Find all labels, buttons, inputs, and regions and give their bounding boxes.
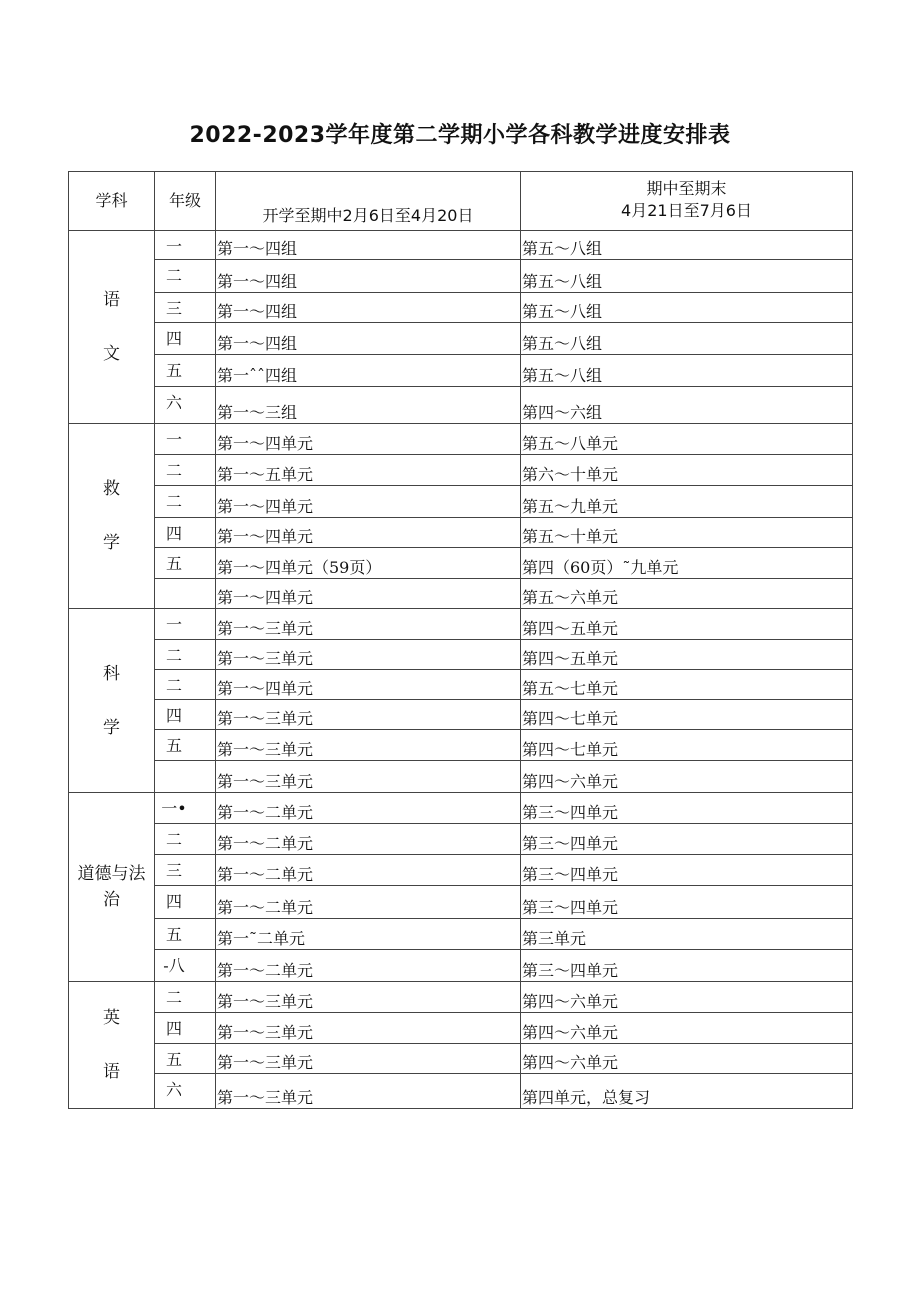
header-second-half-line2: 4月21日至7月6日 [621,201,752,220]
second-half-cell: 第四～六单元 [521,761,853,793]
header-first-half: 开学至期中2月6日至4月20日 [216,172,521,231]
table-row [69,886,853,919]
grade-cell: 六 [155,1074,216,1109]
first-half-cell: 第一˜二单元 [216,919,521,950]
first-half-cell: 第一～三单元 [216,982,521,1013]
table-row [69,424,853,455]
table-row [69,486,853,518]
first-half-cell: 第一～四单元 [216,424,521,455]
subject-label: 治 [103,890,120,910]
grade-cell [155,761,216,793]
second-half-cell: 第五～八组 [521,231,853,260]
first-half-cell: 第一～四单元（59页） [216,548,521,579]
first-half-cell: 第一～四单元 [216,486,521,518]
second-half-cell: 第五～八组 [521,355,853,387]
subject-label: 学 [103,533,120,553]
first-half-cell: 第一～三单元 [216,609,521,640]
second-half-cell: 第五～八组 [521,260,853,293]
table-row [69,231,853,260]
subject-label: 语 [103,1062,120,1082]
schedule-table [68,171,853,1109]
subject-cell [69,793,155,982]
first-half-cell: 第一～三单元 [216,761,521,793]
subject-label: 语 [103,290,120,310]
first-half-cell: 第一～四单元 [216,579,521,609]
grade-cell [155,579,216,609]
table-row [69,260,853,293]
table-row [69,1044,853,1074]
grade-cell: 四 [155,518,216,548]
grade-cell: 二 [155,982,216,1013]
grade-cell: 二 [155,486,216,518]
subject-label: 道德与法 [77,864,146,884]
second-half-cell: 第四～五单元 [521,640,853,670]
table-row [69,548,853,579]
header-second-half [521,172,853,231]
table-row [69,609,853,640]
grade-cell: 五 [155,355,216,387]
grade-cell: 二 [155,640,216,670]
second-half-cell: 第四～六单元 [521,982,853,1013]
second-half-cell: 第五～八单元 [521,424,853,455]
first-half-cell: 第一～二单元 [216,886,521,919]
first-half-cell: 第一～三单元 [216,1044,521,1074]
grade-cell: 一 [155,609,216,640]
table-row [69,793,853,824]
grade-cell: 二 [155,824,216,855]
grade-cell: 一 [155,231,216,260]
first-half-cell: 第一～五单元 [216,455,521,486]
first-half-cell: 第一～三单元 [216,1074,521,1109]
first-half-cell: 第一～二单元 [216,824,521,855]
first-half-cell: 第一～四组 [216,323,521,355]
second-half-cell: 第三～四单元 [521,793,853,824]
table-row [69,855,853,886]
table-row [69,355,853,387]
second-half-cell: 第三～四单元 [521,855,853,886]
second-half-cell: 第四～六单元 [521,1013,853,1044]
grade-cell: 一• [155,793,216,824]
table-row [69,670,853,700]
first-half-cell: 第一～三单元 [216,640,521,670]
header-row [69,172,853,231]
first-half-cell: 第一～三单元 [216,700,521,730]
first-half-cell: 第一～二单元 [216,950,521,982]
subject-label: 学 [103,717,120,738]
second-half-cell: 第三～四单元 [521,950,853,982]
grade-cell: 二 [155,260,216,293]
grade-cell: 五 [155,919,216,950]
grade-cell: 二 [155,455,216,486]
grade-cell: 三 [155,293,216,323]
second-half-cell: 第五～七单元 [521,670,853,700]
grade-cell: 三 [155,855,216,886]
grade-cell: 四 [155,323,216,355]
second-half-cell: 第四（60页）˜九单元 [521,548,853,579]
grade-cell: 五 [155,548,216,579]
subject-label: 科 [103,663,120,684]
subject-label: 救 [103,479,120,499]
first-half-cell: 第一～三单元 [216,730,521,761]
second-half-cell: 第五～十单元 [521,518,853,548]
table-row [69,455,853,486]
table-row [69,950,853,982]
grade-cell: 六 [155,387,216,424]
table-row [69,1074,853,1109]
first-half-cell: 第一～四组 [216,231,521,260]
second-half-cell: 第四～七单元 [521,700,853,730]
second-half-cell: 第六～十单元 [521,455,853,486]
table-row [69,323,853,355]
first-half-cell: 第一～四单元 [216,518,521,548]
grade-cell: 一 [155,424,216,455]
second-half-cell: 第三～四单元 [521,886,853,919]
table-row [69,761,853,793]
subject-label: 文 [103,344,120,364]
first-half-cell: 第一～三单元 [216,1013,521,1044]
page-title: 2022-2023学年度第二学期小学各科教学进度安排表 [189,123,731,148]
header-subject: 学科 [69,172,155,231]
table-row [69,919,853,950]
table-row [69,293,853,323]
table-row [69,640,853,670]
subject-cell [69,424,155,609]
table-row [69,387,853,424]
subject-label: 英 [103,1008,120,1028]
subject-cell [69,609,155,793]
table-row [69,518,853,548]
grade-cell: -八 [155,950,216,982]
grade-cell: 四 [155,700,216,730]
grade-cell: 四 [155,886,216,919]
grade-cell: 二 [155,670,216,700]
subject-cell [69,231,155,424]
table-row [69,579,853,609]
second-half-cell: 第五～八组 [521,323,853,355]
first-half-cell: 第一～二单元 [216,793,521,824]
second-half-cell: 第四单元，总复习 [521,1074,853,1109]
second-half-cell: 第四～七单元 [521,730,853,761]
second-half-cell: 第四～五单元 [521,609,853,640]
second-half-cell: 第三单元 [521,919,853,950]
header-grade: 年级 [155,172,216,231]
first-half-cell: 第一～四组 [216,260,521,293]
table-row [69,700,853,730]
table-row [69,824,853,855]
second-half-cell: 第五～六单元 [521,579,853,609]
first-half-cell: 第一～三组 [216,387,521,424]
first-half-cell: 第一～四单元 [216,670,521,700]
subject-cell [69,982,155,1109]
table-row [69,982,853,1013]
grade-cell: 四 [155,1013,216,1044]
first-half-cell: 第一ˆˆ四组 [216,355,521,387]
second-half-cell: 第五～九单元 [521,486,853,518]
grade-cell: 五 [155,730,216,761]
second-half-cell: 第三～四单元 [521,824,853,855]
grade-cell: 五 [155,1044,216,1074]
second-half-cell: 第五～八组 [521,293,853,323]
header-second-half-line1: 期中至期末 [646,179,727,198]
table-row [69,730,853,761]
second-half-cell: 第四～六组 [521,387,853,424]
first-half-cell: 第一～二单元 [216,855,521,886]
second-half-cell: 第四～六单元 [521,1044,853,1074]
first-half-cell: 第一～四组 [216,293,521,323]
table-row [69,1013,853,1044]
